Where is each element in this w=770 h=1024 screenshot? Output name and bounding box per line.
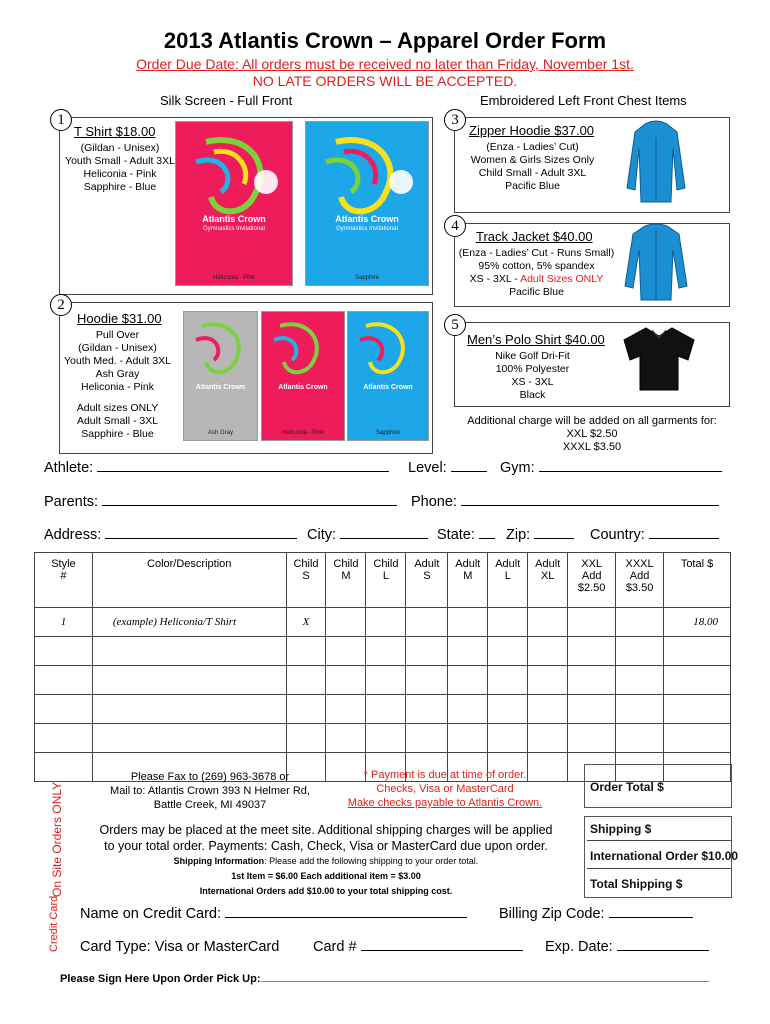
embroidered-heading: Embroidered Left Front Chest Items xyxy=(480,93,687,108)
col-adult-xl: Adult XL xyxy=(528,553,568,608)
image-caption: Heliconia - Pink xyxy=(282,430,324,436)
shipping-information: Shipping Information: Please add the following shipping to your order total. 1st Item = $6.00 Each additional item = $3.00 International Orders add $10.00 to your total shipping cost. xyxy=(173,856,479,896)
col-adult-l: Adult L xyxy=(488,553,528,608)
example-style: 1 xyxy=(35,608,93,637)
col-child-l: Child L xyxy=(366,553,406,608)
item-number-5: 5 xyxy=(444,314,466,336)
example-child-s: X xyxy=(286,608,326,637)
table-row[interactable] xyxy=(35,724,731,753)
example-total: 18.00 xyxy=(664,608,731,637)
table-row[interactable] xyxy=(35,637,731,666)
zipper-hoodie-description: (Enza - Ladies’ Cut) Women & Girls Sizes Only Child Small - Adult 3XL Pacific Blue xyxy=(470,141,595,192)
polo-shirt-icon xyxy=(620,326,698,392)
order-total-label: Order Total $ xyxy=(590,780,664,794)
card-name-field[interactable]: Name on Credit Card: xyxy=(80,906,467,922)
swirl-logo-icon xyxy=(184,312,258,392)
brand-name: Atlantis Crown xyxy=(363,384,413,391)
swirl-logo-icon xyxy=(348,312,429,392)
polo-description: Nike Golf Dri-Fit 100% Polyester XS - 3XL Black xyxy=(495,350,570,401)
brand-sub: Gymnastics Invitational xyxy=(203,226,265,232)
item-number-4: 4 xyxy=(444,215,466,237)
col-adult-m: Adult M xyxy=(448,553,488,608)
billing-zip-field[interactable]: Billing Zip Code: xyxy=(499,906,693,922)
tshirt-title: T Shirt $18.00 xyxy=(74,124,156,139)
signature-field[interactable]: Please Sign Here Upon Order Pick Up: xyxy=(60,972,709,985)
brand-name: Atlantis Crown xyxy=(195,384,246,391)
hoodie-pink-image xyxy=(261,311,345,441)
table-row[interactable] xyxy=(35,695,731,724)
image-caption: Heliconia - Pink xyxy=(213,275,255,281)
city-field[interactable]: City: xyxy=(307,527,428,543)
swirl-logo-icon xyxy=(176,122,293,242)
col-style: Style # xyxy=(35,553,93,608)
phone-field[interactable]: Phone: xyxy=(411,494,719,510)
zipper-hoodie-title: Zipper Hoodie $37.00 xyxy=(469,123,595,138)
table-header xyxy=(35,553,731,608)
track-jacket-title: Track Jacket $40.00 xyxy=(476,229,593,244)
item-number-1: 1 xyxy=(50,109,72,131)
col-child-s: Child S xyxy=(286,553,326,608)
level-field[interactable]: Level: xyxy=(408,460,487,476)
example-desc: (example) Heliconia/T Shirt xyxy=(92,608,286,637)
payment-due-note: * Payment is due at time of order. Checks, Visa or MasterCard Make checks payable to Atlantis Crown. xyxy=(347,769,543,809)
gym-field[interactable]: Gym: xyxy=(500,460,722,476)
silk-screen-heading: Silk Screen - Full Front xyxy=(160,93,293,108)
international-order-label: International Order $10.00 xyxy=(590,849,739,863)
example-row xyxy=(35,608,731,637)
item-number-2: 2 xyxy=(50,294,72,316)
card-type-label: Card Type: Visa or MasterCard xyxy=(80,939,280,955)
swirl-logo-icon xyxy=(262,312,345,392)
card-number-field[interactable]: Card # xyxy=(313,939,523,955)
exp-date-field[interactable]: Exp. Date: xyxy=(545,939,709,955)
athlete-field[interactable]: Athlete: xyxy=(44,460,389,476)
table-row[interactable] xyxy=(35,666,731,695)
on-site-side-label: On Site Orders ONLY xyxy=(50,781,64,897)
state-field[interactable]: State: xyxy=(437,527,495,543)
additional-charge-note: Additional charge will be added on all garments for: XXL $2.50 XXXL $3.50 xyxy=(467,415,717,453)
brand-name: Atlantis Crown xyxy=(335,214,399,224)
col-child-m: Child M xyxy=(326,553,366,608)
zip-field[interactable]: Zip: xyxy=(506,527,574,543)
image-caption: Sapphire xyxy=(354,275,380,281)
order-due-date: Order Due Date: All orders must be received no later than Friday, November 1st. xyxy=(136,56,634,72)
shipping-label: Shipping $ xyxy=(590,822,652,836)
total-shipping-label: Total Shipping $ xyxy=(590,877,683,891)
col-color: Color/Description xyxy=(92,553,286,608)
order-table xyxy=(34,552,731,782)
item-number-3: 3 xyxy=(444,109,466,131)
parents-field[interactable]: Parents: xyxy=(44,494,397,510)
col-xxxl: XXXL Add $3.50 xyxy=(616,553,664,608)
col-total: Total $ xyxy=(664,553,731,608)
image-caption: Sapphire xyxy=(375,430,401,436)
brand-sub: Gymnastics Invitational xyxy=(336,226,398,232)
on-site-text: Orders may be placed at the meet site. Additional shipping charges will be applied to your total order. Payments: Cash, Check, Visa or MasterCard due upon order. xyxy=(99,823,553,853)
col-adult-s: Adult S xyxy=(406,553,448,608)
brand-name: Atlantis Crown xyxy=(202,214,266,224)
hoodie-gray-image xyxy=(183,311,258,441)
polo-title: Men’s Polo Shirt $40.00 xyxy=(467,332,605,347)
hoodie-title: Hoodie $31.00 xyxy=(77,311,162,326)
tshirt-description: (Gildan - Unisex) Youth Small - Adult 3XL Heliconia - Pink Sapphire - Blue xyxy=(65,142,175,193)
tshirt-pink-image xyxy=(175,121,293,286)
address-field[interactable]: Address: xyxy=(44,527,297,543)
tshirt-blue-image xyxy=(305,121,429,286)
credit-card-side-label: Credit Card xyxy=(48,895,60,952)
swirl-logo-icon xyxy=(306,122,429,242)
track-jacket-icon xyxy=(623,222,689,304)
country-field[interactable]: Country: xyxy=(590,527,719,543)
brand-name: Atlantis Crown xyxy=(278,384,328,391)
hoodie-blue-image xyxy=(347,311,429,441)
fax-mail-info: Please Fax to (269) 963-3678 or Mail to: Atlantis Crown 393 N Helmer Rd, Battle Creek, MI 49037 xyxy=(110,771,310,811)
col-xxl: XXL Add $2.50 xyxy=(568,553,616,608)
no-late-orders: NO LATE ORDERS WILL BE ACCEPTED. xyxy=(252,73,518,89)
page-title: 2013 Atlantis Crown – Apparel Order Form xyxy=(163,28,607,53)
track-jacket-description: (Enza - Ladies’ Cut - Runs Small) 95% cotton, 5% spandex XS - 3XL - Adult Sizes ONLY Pacific Blue xyxy=(458,247,615,298)
zipper-hoodie-icon xyxy=(625,118,687,206)
image-caption: Ash Gray xyxy=(207,430,233,436)
hoodie-description: Pull Over (Gildan - Unisex) Youth Med. - Adult 3XL Ash Gray Heliconia - Pink Adult sizes ONLY Adult Small - 3XL Sapphire - Blue xyxy=(63,329,172,440)
